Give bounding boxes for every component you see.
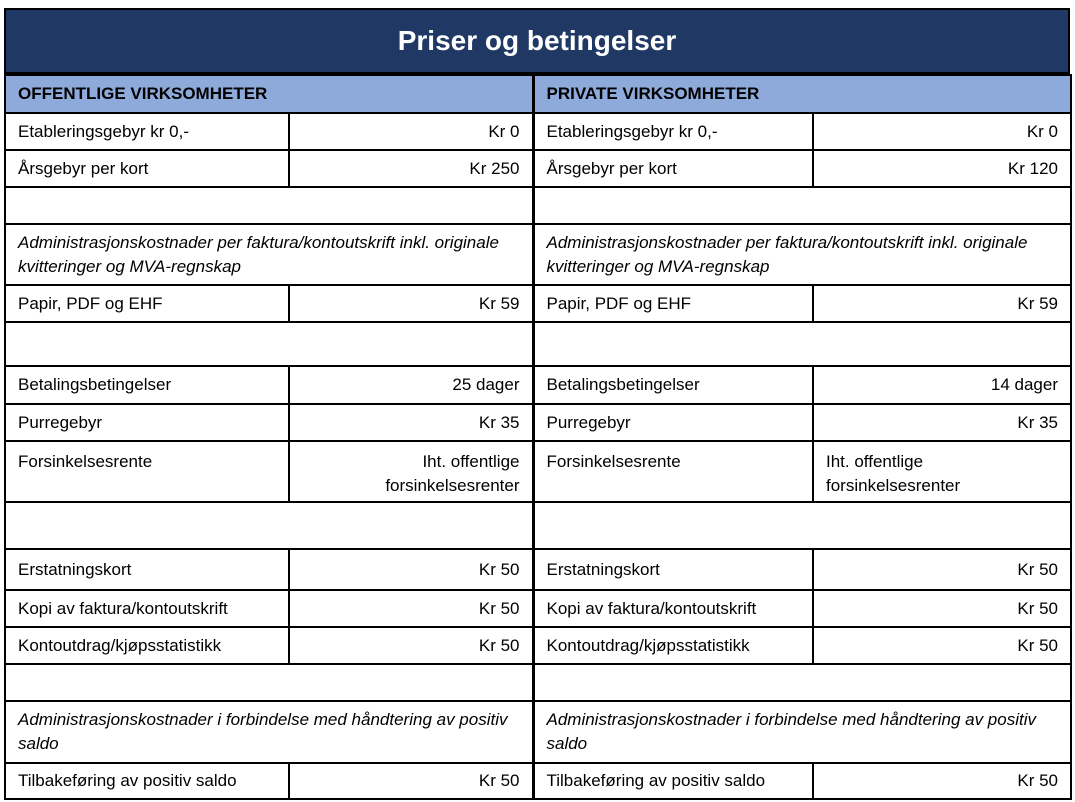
- public-establishment-value: Kr 0: [289, 113, 533, 150]
- table-row: [5, 701, 1071, 763]
- private-statement-label: Kontoutdrag/kjøpsstatistikk: [533, 627, 813, 664]
- public-reminder-fee-label: Purregebyr: [5, 404, 289, 441]
- table-row: [5, 627, 1071, 664]
- empty-cell: [5, 187, 533, 224]
- spacer-row: [5, 322, 1071, 366]
- empty-cell: [5, 502, 533, 549]
- page-title: Priser og betingelser: [4, 8, 1070, 74]
- private-refund-value: Kr 50: [813, 763, 1071, 799]
- table-row: [5, 366, 1071, 404]
- public-header: OFFENTLIGE VIRKSOMHETER: [5, 75, 533, 113]
- private-statement-value: Kr 50: [813, 627, 1071, 664]
- private-annual-fee-label: Årsgebyr per kort: [533, 150, 813, 187]
- public-payment-terms-value: 25 dager: [289, 366, 533, 404]
- private-replacement-card-label: Erstatningskort: [533, 549, 813, 590]
- empty-cell: [5, 664, 533, 701]
- spacer-row: [5, 502, 1071, 549]
- public-annual-fee-label: Årsgebyr per kort: [5, 150, 289, 187]
- public-late-interest-value: Iht. offentlige forsinkelsesrenter: [289, 441, 533, 502]
- private-reminder-fee-label: Purregebyr: [533, 404, 813, 441]
- header-row: [5, 75, 1071, 113]
- table-row: [5, 590, 1071, 627]
- public-payment-terms-label: Betalingsbetingelser: [5, 366, 289, 404]
- table-row: [5, 404, 1071, 441]
- public-paper-value: Kr 59: [289, 285, 533, 322]
- price-table: [4, 74, 1072, 800]
- private-reminder-fee-value: Kr 35: [813, 404, 1071, 441]
- public-positive-balance-note: Administrasjonskostnader i forbindelse med håndtering av positiv saldo: [5, 701, 533, 763]
- table-row: [5, 441, 1071, 502]
- empty-cell: [533, 502, 1071, 549]
- empty-cell: [533, 664, 1071, 701]
- public-annual-fee-value: Kr 250: [289, 150, 533, 187]
- public-replacement-card-label: Erstatningskort: [5, 549, 289, 590]
- private-replacement-card-value: Kr 50: [813, 549, 1071, 590]
- spacer-row: [5, 664, 1071, 701]
- table-row: [5, 224, 1071, 285]
- private-establishment-value: Kr 0: [813, 113, 1071, 150]
- private-header: PRIVATE VIRKSOMHETER: [533, 75, 1071, 113]
- empty-cell: [533, 187, 1071, 224]
- private-admin-costs-note: Administrasjonskostnader per faktura/kontoutskrift inkl. originale kvitteringer og MVA-regnskap: [533, 224, 1071, 285]
- private-payment-terms-value: 14 dager: [813, 366, 1071, 404]
- private-establishment-label: Etableringsgebyr kr 0,-: [533, 113, 813, 150]
- table-row: [5, 549, 1071, 590]
- public-invoice-copy-value: Kr 50: [289, 590, 533, 627]
- table-row: [5, 150, 1071, 187]
- public-admin-costs-note: Administrasjonskostnader per faktura/kontoutskrift inkl. originale kvitteringer og MVA-regnskap: [5, 224, 533, 285]
- table-row: [5, 285, 1071, 322]
- public-refund-label: Tilbakeføring av positiv saldo: [5, 763, 289, 799]
- table-row: [5, 763, 1071, 799]
- public-paper-label: Papir, PDF og EHF: [5, 285, 289, 322]
- public-late-interest-label: Forsinkelsesrente: [5, 441, 289, 502]
- private-late-interest-value: Iht. offentlige forsinkelsesrenter: [813, 441, 1071, 502]
- private-annual-fee-value: Kr 120: [813, 150, 1071, 187]
- private-payment-terms-label: Betalingsbetingelser: [533, 366, 813, 404]
- public-statement-label: Kontoutdrag/kjøpsstatistikk: [5, 627, 289, 664]
- private-late-interest-label: Forsinkelsesrente: [533, 441, 813, 502]
- private-refund-label: Tilbakeføring av positiv saldo: [533, 763, 813, 799]
- private-invoice-copy-value: Kr 50: [813, 590, 1071, 627]
- public-establishment-label: Etableringsgebyr kr 0,-: [5, 113, 289, 150]
- public-refund-value: Kr 50: [289, 763, 533, 799]
- empty-cell: [5, 322, 533, 366]
- public-replacement-card-value: Kr 50: [289, 549, 533, 590]
- table-row: [5, 113, 1071, 150]
- public-invoice-copy-label: Kopi av faktura/kontoutskrift: [5, 590, 289, 627]
- private-positive-balance-note: Administrasjonskostnader i forbindelse med håndtering av positiv saldo: [533, 701, 1071, 763]
- private-paper-label: Papir, PDF og EHF: [533, 285, 813, 322]
- spacer-row: [5, 187, 1071, 224]
- empty-cell: [533, 322, 1071, 366]
- public-reminder-fee-value: Kr 35: [289, 404, 533, 441]
- private-paper-value: Kr 59: [813, 285, 1071, 322]
- private-invoice-copy-label: Kopi av faktura/kontoutskrift: [533, 590, 813, 627]
- public-statement-value: Kr 50: [289, 627, 533, 664]
